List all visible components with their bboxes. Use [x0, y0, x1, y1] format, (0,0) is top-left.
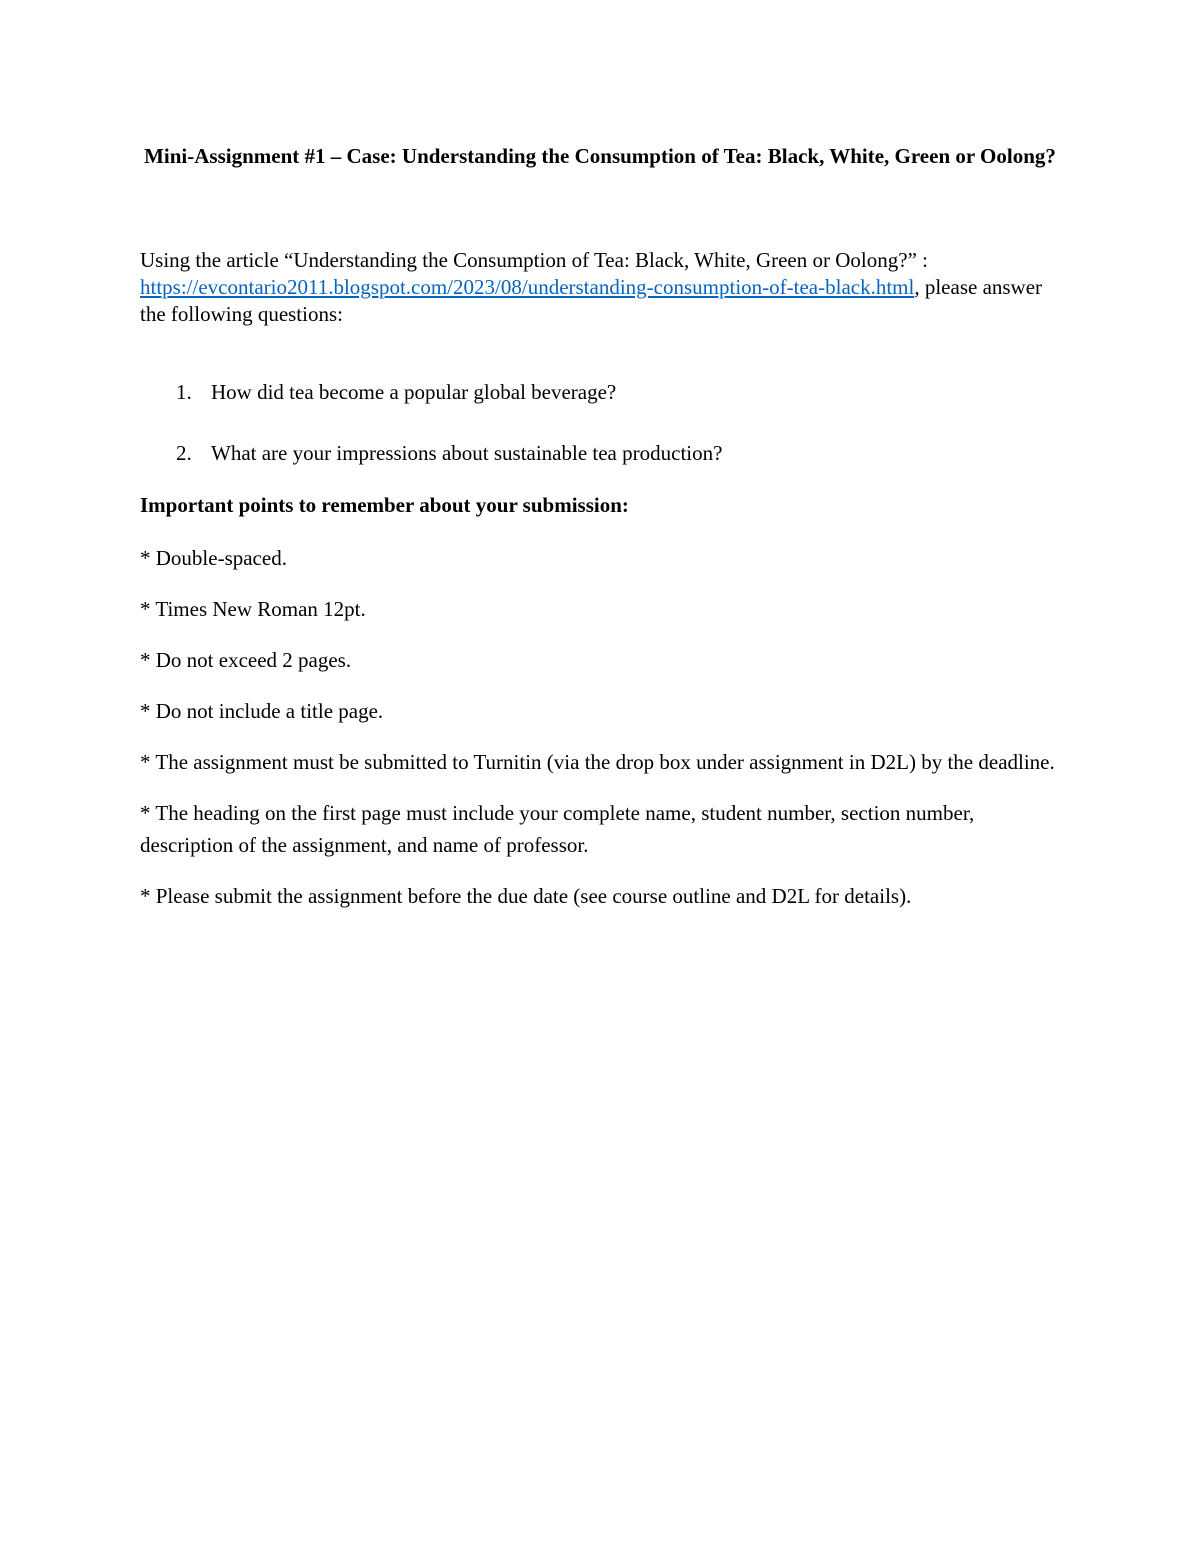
submission-point: * Do not exceed 2 pages.: [140, 648, 352, 672]
submission-point: * Please submit the assignment before the due date (see course outline and D2L for details).: [140, 884, 912, 908]
question-text: How did tea become a popular global beverage?: [211, 380, 617, 404]
article-link[interactable]: https://evcontario2011.blogspot.com/2023/08/understanding-consumption-of-tea-black.html: [140, 275, 915, 299]
question-number: 2.: [176, 441, 192, 465]
question-item: [140, 440, 1060, 467]
important-points-heading: Important points to remember about your submission:: [140, 493, 629, 517]
question-number: 1.: [176, 380, 192, 404]
intro-paragraph: [140, 247, 1060, 328]
submission-points-list: [140, 542, 1060, 931]
question-text: What are your impressions about sustainable tea production?: [211, 441, 723, 465]
question-item: [140, 379, 1060, 406]
submission-point: * The assignment must be submitted to Turnitin (via the drop box under assignment in D2L) by the deadline.: [140, 750, 1055, 774]
intro-text-continued: , please answer the following questions:: [140, 275, 1043, 326]
submission-point: * The heading on the first page must include your complete name, student number, section number, description of the assignment, and name of professor.: [140, 801, 975, 857]
submission-point: * Times New Roman 12pt.: [140, 597, 366, 621]
document-title: Mini-Assignment #1 – Case: Understanding the Consumption of Tea: Black, White, Green or Oolong?: [144, 144, 1056, 168]
submission-point: * Do not include a title page.: [140, 699, 384, 723]
intro-text: Using the article “Understanding the Consumption of Tea: Black, White, Green or Oolong?” :: [140, 248, 928, 272]
questions-list: [140, 379, 1060, 501]
submission-point: * Double-spaced.: [140, 546, 287, 570]
